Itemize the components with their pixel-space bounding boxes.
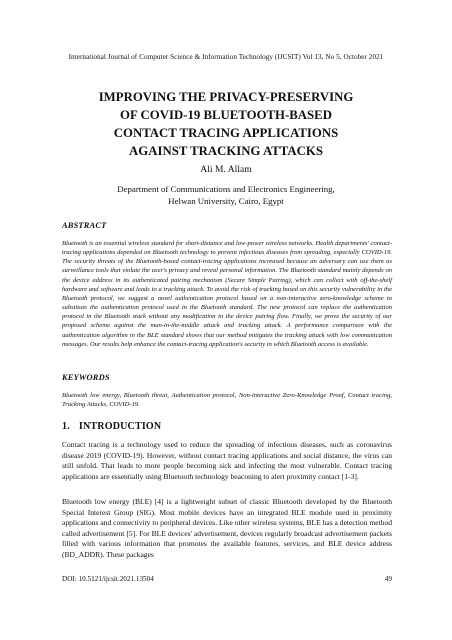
affiliation-line: Department of Communications and Electronics Engineering, [117, 184, 335, 194]
author-name: Ali M. Allam [200, 164, 252, 175]
journal-header: International Journal of Computer Science & Information Technology (IJCSIT) Vol 13, No 5, October 2021 [68, 53, 384, 61]
title-line: CONTACT TRACING APPLICATIONS [113, 126, 339, 140]
section-heading [62, 421, 161, 432]
paper-title [40, 88, 412, 160]
page-number: 49 [384, 575, 392, 583]
abstract-heading: ABSTRACT [62, 221, 107, 230]
section-title: INTRODUCTION [78, 421, 162, 432]
body-paragraph: Bluetooth low energy (BLE) [4] is a lightweight subset of classic Bluetooth developed by the Bluetooth Special Interest Group (SIG). Most mobile devices have an integrated BLE module used in proximity applications and connectivity to peripheral devices. Like other wireless systems, BLE has a detection method called advertisement [5]. For BLE devices' advertisement, devices regularly broadcast advertisement packets filled with various information that promotes the available features, services, and BLE device address (BD_ADDR). These packages [62, 497, 392, 559]
body-paragraph: Contact tracing is a technology used to reduce the spreading of infectious diseases, such as coronavirus disease 2019 (COVID-19). However, without contact tracing applications and social distance, the virus can still unfold. That leads to more people becoming sick and infecting the most vulnerable. Contact tracing applications are essentially using Bluetooth technology beaconing to alert proximity contact [1-3]. [62, 440, 392, 481]
author-affiliation [0, 183, 452, 207]
title-line: OF COVID-19 BLUETOOTH-BASED [120, 108, 332, 122]
doi-footer: DOI: 10.5121/ijcsit.2021.13504 [62, 575, 154, 583]
keywords-text: Bluetooth low energy, Bluetooth threat, Authentication protocol, Non-interactive Zero-Knowledge Proof, Contact tracing, Tracking Attacks, COVID-19. [62, 392, 392, 409]
title-line: AGAINST TRACKING ATTACKS [129, 144, 323, 158]
affiliation-line: Helwan University, Cairo, Egypt [168, 196, 284, 206]
abstract-text: Bluetooth is an essential wireless standard for short-distance and low-power wireless networks. Health departments' contact-tracing applications depended on Bluetooth technology to prevent infectious diseases from spreading, especially COVID-19. The security threats of the Bluetooth-based contact-tracing applications increased because an adversary can use them as surveillance tools that violate the user's privacy and reveal personal information. The Bluetooth standard mainly depends on the device address in its authenticated pairing mechanism (Secure Simple Pairing), which can collect with off-the-shelf hardware and software and leads to a tracking attack. To avoid the risk of tracking based on this security vulnerability in the Bluetooth protocol, we suggest a novel authentication protocol based on a non-interactive zero-knowledge scheme to substitute the authentication protocol used in the Bluetooth standard. The new protocol can replace the authentication protocol in the Bluetooth stack without any modification in the device pairing flow. Finally, we prove the security of our proposed scheme against the man-in-the-middle attack and tracking attack. A performance comparison with the authentication algorithm in the BLE standard shows that our method mitigates the tracking attack with low communication messages. Our results help enhance the contact-tracing application's security in which Bluetooth access is available. [62, 240, 392, 348]
section-number: 1. [62, 421, 70, 432]
title-line: IMPROVING THE PRIVACY-PRESERVING [98, 90, 354, 104]
keywords-heading: KEYWORDS [62, 373, 110, 382]
